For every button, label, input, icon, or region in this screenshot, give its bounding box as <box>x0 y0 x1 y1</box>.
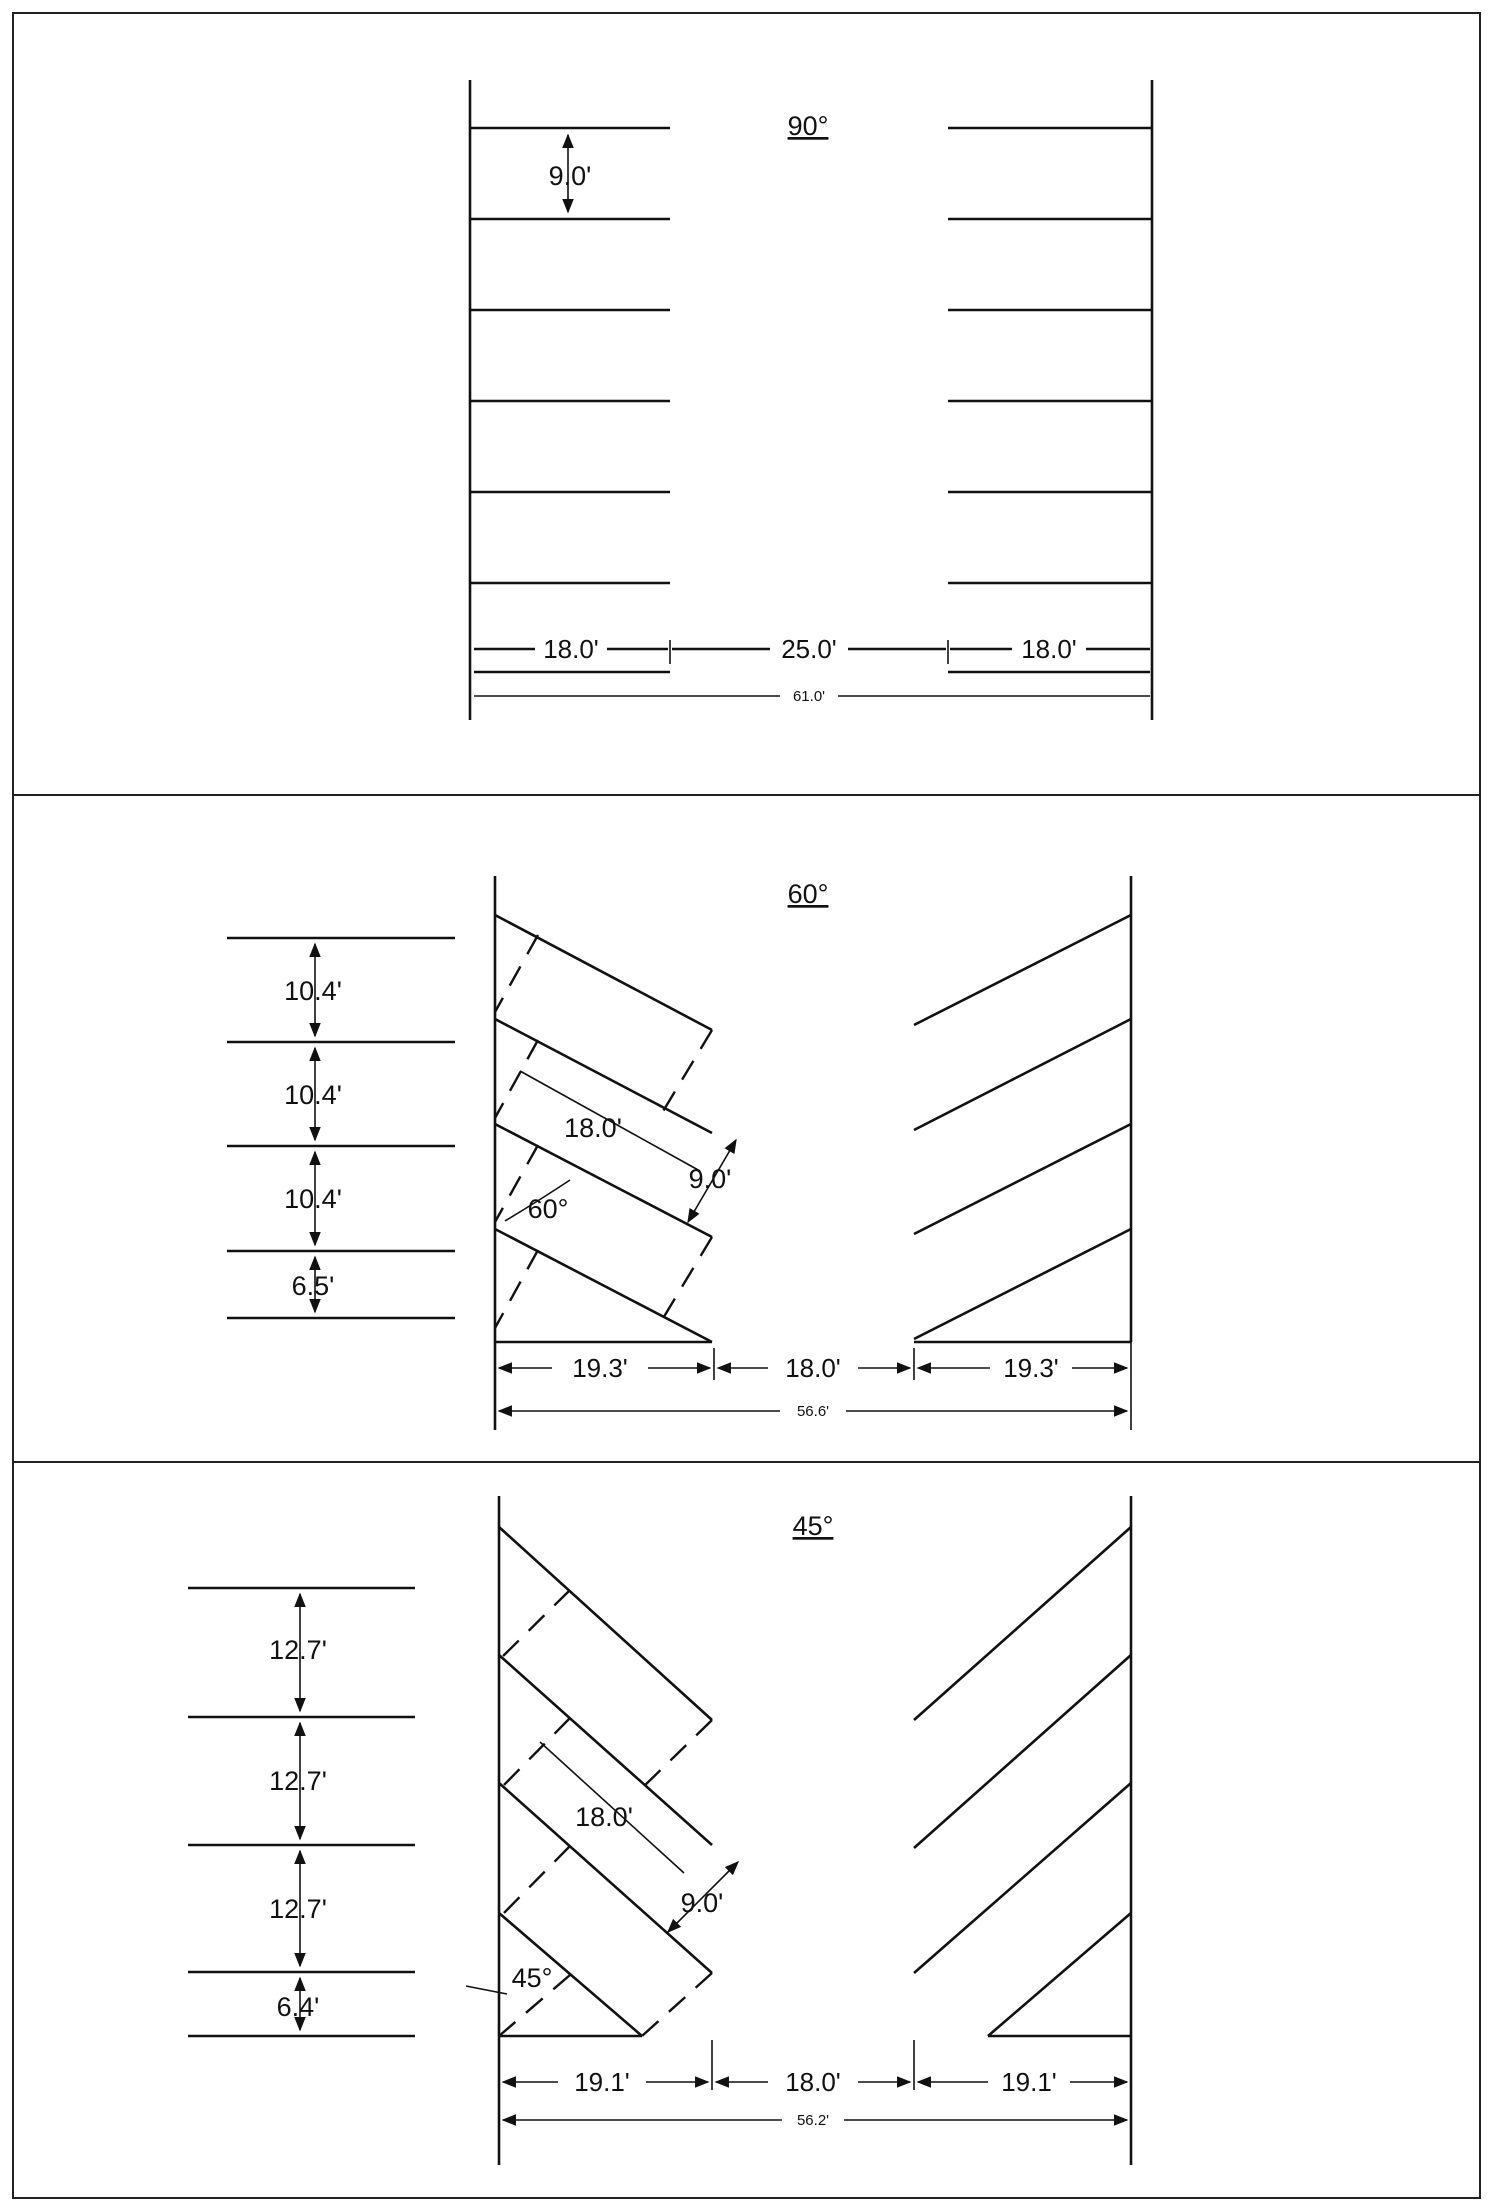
panel-45-degree <box>188 1496 1131 2165</box>
stall-lines-left <box>470 128 670 583</box>
offset-dimensions <box>188 1588 415 2036</box>
panel-60-degree <box>227 876 1131 1430</box>
aisle-width-label: 18.0' <box>785 2067 841 2097</box>
stall-width-label: 9.0' <box>680 1888 724 1918</box>
panel-90-degree <box>470 80 1152 720</box>
stall-depth-left-label: 18.0' <box>543 634 599 664</box>
aisle-width-label: 18.0' <box>785 1353 841 1383</box>
total-width-label: 56.6' <box>796 1403 830 1420</box>
offset-label: 12.7' <box>269 1894 327 1924</box>
diagram-frame <box>13 13 1480 2198</box>
panel-title: 90° <box>787 111 829 141</box>
stall-depth-right-label: 19.1' <box>1001 2067 1057 2097</box>
offset-dimensions <box>227 938 455 1318</box>
stall-depth-left-label: 19.1' <box>574 2067 630 2097</box>
stall-lines-right <box>914 915 1131 1342</box>
stall-lines-right <box>914 1527 1131 2036</box>
angle-label: 45° <box>511 1963 553 1993</box>
offset-label: 10.4' <box>284 976 342 1006</box>
stall-depth-left-label: 19.3' <box>572 1353 628 1383</box>
offset-label: 12.7' <box>269 1635 327 1665</box>
stall-lines-right <box>948 128 1152 583</box>
stall-width-label: 9.0' <box>688 1164 732 1194</box>
stall-depth-right-label: 18.0' <box>1021 634 1077 664</box>
stall-length-label: 18.0' <box>575 1802 633 1832</box>
width-dimensions <box>503 2040 1127 2129</box>
offset-label: 6.4' <box>276 1992 320 2022</box>
total-width-label: 61.0' <box>792 688 826 705</box>
stall-dimension-callouts <box>466 1742 738 1994</box>
aisle-width-label: 25.0' <box>781 634 837 664</box>
panel-title: 60° <box>787 879 829 909</box>
width-dimensions <box>499 1342 1131 1430</box>
panel-title: 45° <box>792 1511 834 1541</box>
offset-label: 10.4' <box>284 1184 342 1214</box>
stall-depth-right-label: 19.3' <box>1003 1353 1059 1383</box>
angle-label: 60° <box>527 1194 569 1224</box>
stall-length-label: 18.0' <box>564 1113 622 1143</box>
offset-label: 12.7' <box>269 1766 327 1796</box>
stall-width-label: 9.0' <box>548 161 592 191</box>
width-dimensions <box>474 634 1150 705</box>
stall-lines-left <box>499 1527 712 2036</box>
total-width-label: 56.2' <box>796 2112 830 2129</box>
offset-label: 6.5' <box>291 1271 335 1301</box>
offset-label: 10.4' <box>284 1080 342 1110</box>
stall-width-dimension <box>549 135 592 212</box>
curb-lines <box>495 876 1131 1430</box>
